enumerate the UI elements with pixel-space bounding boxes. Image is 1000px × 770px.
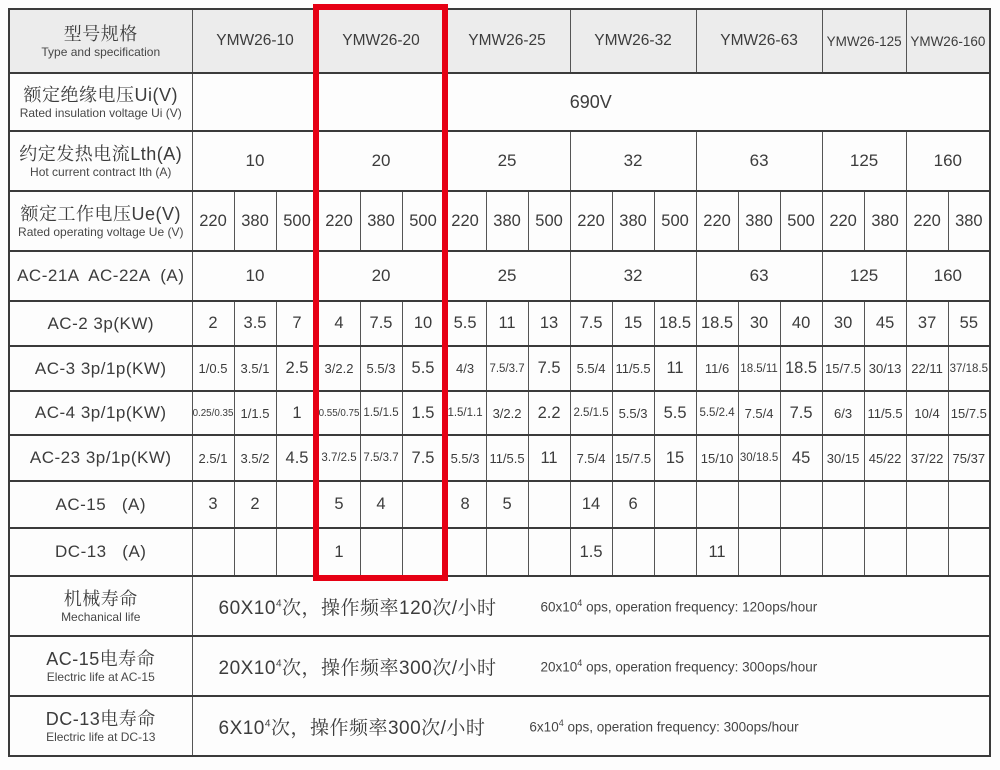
ac15-value (276, 481, 318, 528)
row-label-ac3-text: AC-3 3p/1p(KW) (34, 358, 167, 378)
ac3-value: 7.5/3.7 (486, 346, 528, 391)
dc13-value: 11 (696, 528, 738, 576)
ac4-value: 5.5 (654, 391, 696, 435)
ue-value: 500 (276, 191, 318, 251)
row-label-ac15-life (9, 636, 192, 696)
ac3-value: 18.5/11 (738, 346, 780, 391)
dc13-value (612, 528, 654, 576)
dc13-value: 1.5 (570, 528, 612, 576)
ac21-value: 160 (906, 251, 990, 301)
ac21-value: 125 (822, 251, 906, 301)
row-label-ac3 (9, 346, 192, 391)
ac3-value: 3/2.2 (318, 346, 360, 391)
model-header-ymw26-10: YMW26-10 (192, 9, 318, 73)
ac4-value: 6/3 (822, 391, 864, 435)
dc13-life-en (529, 718, 798, 735)
ac15-value (654, 481, 696, 528)
dc13-value (234, 528, 276, 576)
row-label-ui-zh: 额定绝缘电压Ui(V) (23, 84, 178, 105)
ith-value: 63 (696, 131, 822, 191)
ac2-value: 15 (612, 301, 654, 346)
ac23-value: 45 (780, 435, 822, 481)
ac15-value: 8 (444, 481, 486, 528)
dc13-life-texts (193, 713, 990, 740)
ue-value: 500 (402, 191, 444, 251)
dc13-value (948, 528, 990, 576)
mechanical-life-texts (193, 593, 990, 620)
ac23-value: 15 (654, 435, 696, 481)
model-header-ymw26-63: YMW26-63 (696, 9, 822, 73)
ac3-value: 5.5/3 (360, 346, 402, 391)
spec-table (8, 8, 991, 757)
ac15-value (402, 481, 444, 528)
dc13-value: 1 (318, 528, 360, 576)
row-label-mech (9, 576, 192, 636)
ac15-life-en (541, 658, 818, 675)
ac4-value: 0.55/0.75 (318, 391, 360, 435)
mechanical-life-value (192, 576, 990, 636)
row-label-ith (9, 131, 192, 191)
ue-value: 220 (906, 191, 948, 251)
ue-value: 220 (696, 191, 738, 251)
life-en-base: 60x10 (540, 599, 578, 615)
operating-voltage-row (9, 191, 990, 251)
row-label-ith-en: Hot current contract Ith (A) (30, 165, 172, 180)
life-zh-rest: 次，操作频率120次/小时 (282, 597, 497, 619)
ith-value: 32 (570, 131, 696, 191)
life-zh-base: 6X10 (218, 717, 265, 739)
ac23-value: 2.5/1 (192, 435, 234, 481)
ac2-value: 3.5 (234, 301, 276, 346)
exponent: 4 (577, 657, 583, 668)
life-zh-base: 60X10 (218, 597, 276, 619)
ac15-value: 2 (234, 481, 276, 528)
ac2-row (9, 301, 990, 346)
row-label-ue (9, 191, 192, 251)
ac23-value: 7.5/4 (570, 435, 612, 481)
ith-value: 25 (444, 131, 570, 191)
row-label-ac2 (9, 301, 192, 346)
dc13-life-row (9, 696, 990, 756)
ac2-value: 10 (402, 301, 444, 346)
ac4-value: 1/1.5 (234, 391, 276, 435)
ac2-value: 11 (486, 301, 528, 346)
ac2-value: 55 (948, 301, 990, 346)
ac3-value: 5.5 (402, 346, 444, 391)
ac23-value: 45/22 (864, 435, 906, 481)
ac3-value: 18.5 (780, 346, 822, 391)
life-zh-rest: 次，操作频率300次/小时 (270, 717, 486, 739)
row-label-ue-zh: 额定工作电压Ue(V) (20, 203, 181, 224)
row-label-mech-zh: 机械寿命 (63, 588, 138, 609)
row-label-ac2-text: AC-2 3p(KW) (47, 313, 155, 333)
ac15-value (738, 481, 780, 528)
ac15-value: 4 (360, 481, 402, 528)
ac3-value: 22/11 (906, 346, 948, 391)
ac3-value: 5.5/4 (570, 346, 612, 391)
ac3-value: 4/3 (444, 346, 486, 391)
ac15-value (780, 481, 822, 528)
ac23-value: 3.5/2 (234, 435, 276, 481)
mechanical-life-en (541, 598, 818, 615)
row-label-ac23 (9, 435, 192, 481)
ac3-row (9, 346, 990, 391)
ac15-value (528, 481, 570, 528)
dc13-value (780, 528, 822, 576)
ue-value: 500 (528, 191, 570, 251)
ac21-value: 63 (696, 251, 822, 301)
row-label-ac15-life-en: Electric life at AC-15 (46, 670, 155, 685)
dc13-value (360, 528, 402, 576)
ac15-life-row (9, 636, 990, 696)
dc13-value (654, 528, 696, 576)
ac2-value: 13 (528, 301, 570, 346)
header-label-zh: 型号规格 (63, 23, 138, 44)
ue-value: 380 (234, 191, 276, 251)
mechanical-life-row (9, 576, 990, 636)
row-label-ac15 (9, 481, 192, 528)
ue-value: 220 (444, 191, 486, 251)
life-en-base: 20x10 (540, 659, 578, 675)
ac4-value: 2.5/1.5 (570, 391, 612, 435)
life-en-rest: ops, operation frequency: 300ops/hour (563, 719, 799, 735)
ac2-value: 5.5 (444, 301, 486, 346)
ac2-value: 40 (780, 301, 822, 346)
exponent: 4 (577, 597, 583, 608)
dc13-value (528, 528, 570, 576)
dc13-value (444, 528, 486, 576)
ac2-value: 30 (822, 301, 864, 346)
ac23-value: 15/10 (696, 435, 738, 481)
exponent: 4 (264, 718, 271, 730)
ue-value: 380 (738, 191, 780, 251)
dc13-life-value (192, 696, 990, 756)
dc13-row (9, 528, 990, 576)
ac15-value: 6 (612, 481, 654, 528)
ac2-value: 7.5 (360, 301, 402, 346)
ac15-value (948, 481, 990, 528)
ac21-ac22-row (9, 251, 990, 301)
dc13-value (822, 528, 864, 576)
ac4-value: 2.2 (528, 391, 570, 435)
ue-value: 380 (360, 191, 402, 251)
exponent: 4 (275, 658, 283, 670)
model-header-ymw26-20: YMW26-20 (318, 9, 444, 73)
insulation-voltage-value: 690V (192, 73, 990, 131)
ac3-value: 37/18.5 (948, 346, 990, 391)
ac4-value: 0.25/0.35 (192, 391, 234, 435)
ac15-value: 3 (192, 481, 234, 528)
ac21-value: 10 (192, 251, 318, 301)
exponent: 4 (558, 717, 564, 728)
header-label-en: Type and specification (41, 45, 161, 60)
ac3-value: 2.5 (276, 346, 318, 391)
ac2-value: 30 (738, 301, 780, 346)
ue-value: 380 (948, 191, 990, 251)
dc13-value (738, 528, 780, 576)
ac4-value: 1.5 (402, 391, 444, 435)
ac4-value: 1.5/1.1 (444, 391, 486, 435)
row-label-dc13 (9, 528, 192, 576)
model-header-ymw26-160: YMW26-160 (906, 9, 990, 73)
ac23-value: 30/15 (822, 435, 864, 481)
ue-value: 500 (654, 191, 696, 251)
ac23-value: 11 (528, 435, 570, 481)
ac2-value: 7.5 (570, 301, 612, 346)
ac23-row (9, 435, 990, 481)
row-label-dc13-life (9, 696, 192, 756)
ac4-value: 1 (276, 391, 318, 435)
exponent: 4 (275, 598, 283, 610)
ac2-value: 18.5 (696, 301, 738, 346)
ac21-value: 32 (570, 251, 696, 301)
row-label-ui-en: Rated insulation voltage Ui (V) (19, 106, 182, 121)
header-row (9, 9, 990, 73)
life-en-rest: ops, operation frequency: 300ops/hour (582, 659, 818, 675)
ac3-value: 30/13 (864, 346, 906, 391)
ue-value: 220 (192, 191, 234, 251)
ac2-value: 2 (192, 301, 234, 346)
ac4-value: 1.5/1.5 (360, 391, 402, 435)
ac23-value: 3.7/2.5 (318, 435, 360, 481)
ith-value: 10 (192, 131, 318, 191)
ac3-value: 1/0.5 (192, 346, 234, 391)
ac23-value: 7.5/3.7 (360, 435, 402, 481)
ue-value: 220 (822, 191, 864, 251)
dc13-value (276, 528, 318, 576)
dc13-value (864, 528, 906, 576)
life-en-rest: ops, operation frequency: 120ops/hour (582, 599, 818, 615)
ac23-value: 5.5/3 (444, 435, 486, 481)
ac4-value: 5.5/2.4 (696, 391, 738, 435)
ac4-value: 15/7.5 (948, 391, 990, 435)
ac23-value: 4.5 (276, 435, 318, 481)
ac15-value (906, 481, 948, 528)
row-label-ac23-text: AC-23 3p/1p(KW) (29, 448, 172, 467)
ac3-value: 11 (654, 346, 696, 391)
ac2-value: 18.5 (654, 301, 696, 346)
row-label-ac4-text: AC-4 3p/1p(KW) (34, 403, 167, 422)
row-label-ac4 (9, 391, 192, 435)
ac4-value: 7.5/4 (738, 391, 780, 435)
ue-value: 380 (864, 191, 906, 251)
ue-value: 220 (318, 191, 360, 251)
ac4-row (9, 391, 990, 435)
ac4-value: 3/2.2 (486, 391, 528, 435)
dc13-value (192, 528, 234, 576)
thermal-current-row (9, 131, 990, 191)
ue-value: 380 (612, 191, 654, 251)
ac4-value: 10/4 (906, 391, 948, 435)
ac23-value: 30/18.5 (738, 435, 780, 481)
model-header-ymw26-25: YMW26-25 (444, 9, 570, 73)
ith-value: 125 (822, 131, 906, 191)
row-label-ui (9, 73, 192, 131)
ac21-value: 25 (444, 251, 570, 301)
ac23-value: 15/7.5 (612, 435, 654, 481)
ac15-row (9, 481, 990, 528)
dc13-life-zh (219, 713, 486, 740)
insulation-voltage-row (9, 73, 990, 131)
row-label-ac15-life-zh: AC-15电寿命 (46, 648, 156, 669)
dc13-value (486, 528, 528, 576)
ac3-value: 11/5.5 (612, 346, 654, 391)
ac15-value (864, 481, 906, 528)
ac15-value: 5 (486, 481, 528, 528)
model-header-ymw26-32: YMW26-32 (570, 9, 696, 73)
life-zh-base: 20X10 (218, 657, 276, 679)
ac23-value: 7.5 (402, 435, 444, 481)
ac15-value: 5 (318, 481, 360, 528)
ac15-life-value (192, 636, 990, 696)
row-label-ith-zh: 约定发热电流Lth(A) (19, 143, 183, 164)
ac2-value: 37 (906, 301, 948, 346)
ac2-value: 45 (864, 301, 906, 346)
row-label-ac15-text: AC-15 (A) (55, 494, 147, 514)
ac4-value: 5.5/3 (612, 391, 654, 435)
ac23-value: 11/5.5 (486, 435, 528, 481)
dc13-value (906, 528, 948, 576)
ith-value: 20 (318, 131, 444, 191)
ue-value: 380 (486, 191, 528, 251)
ac4-value: 7.5 (780, 391, 822, 435)
row-label-mech-en: Mechanical life (61, 610, 141, 625)
row-label-ac21 (9, 251, 192, 301)
ac2-value: 7 (276, 301, 318, 346)
row-label-ue-en: Rated operating voltage Ue (V) (18, 225, 184, 240)
ac3-value: 11/6 (696, 346, 738, 391)
mechanical-life-zh (219, 593, 497, 620)
ac15-life-texts (193, 653, 990, 680)
ac2-value: 4 (318, 301, 360, 346)
life-zh-rest: 次，操作频率300次/小时 (282, 657, 497, 679)
dc13-value (402, 528, 444, 576)
ac23-value: 37/22 (906, 435, 948, 481)
ac4-value: 11/5.5 (864, 391, 906, 435)
row-label-dc13-text: DC-13 (A) (55, 542, 147, 561)
ac23-value: 75/37 (948, 435, 990, 481)
ac3-value: 15/7.5 (822, 346, 864, 391)
ac3-value: 7.5 (528, 346, 570, 391)
ue-value: 220 (570, 191, 612, 251)
ac15-value: 14 (570, 481, 612, 528)
life-en-base: 6x10 (529, 719, 559, 735)
row-label-dc13-life-zh: DC-13电寿命 (45, 708, 156, 729)
ac15-value (822, 481, 864, 528)
ac21-value: 20 (318, 251, 444, 301)
ac3-value: 3.5/1 (234, 346, 276, 391)
model-header-ymw26-125: YMW26-125 (822, 9, 906, 73)
ue-value: 500 (780, 191, 822, 251)
ith-value: 160 (906, 131, 990, 191)
ac15-life-zh (219, 653, 497, 680)
row-label-ac21-text: AC-21A AC-22A (A) (17, 266, 185, 285)
header-label-cell (9, 9, 192, 73)
ac15-value (696, 481, 738, 528)
row-label-dc13-life-en: Electric life at DC-13 (46, 730, 156, 745)
